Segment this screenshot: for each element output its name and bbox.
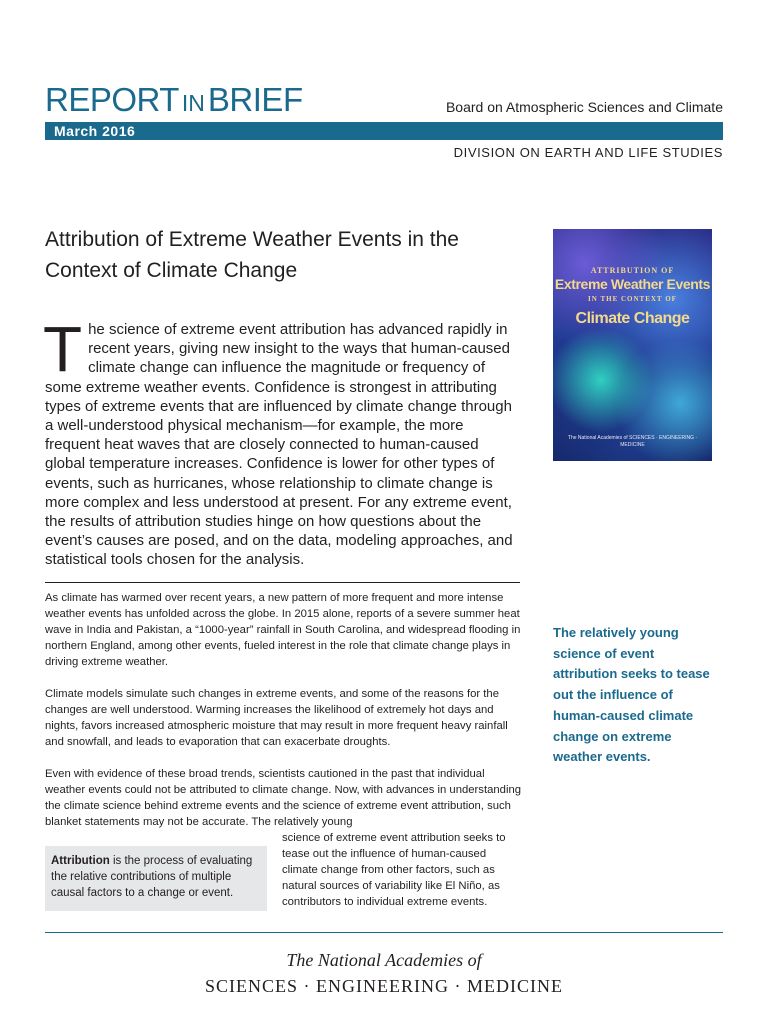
logo-report: REPORT xyxy=(45,81,179,118)
report-title: Attribution of Extreme Weather Events in the Context of Climate Change xyxy=(45,228,459,282)
cover-line-2: Extreme Weather Events xyxy=(554,276,711,292)
board-name: Board on Atmospheric Sciences and Climate xyxy=(445,99,723,115)
logo-in: IN xyxy=(181,90,205,116)
footer-disciplines-line: SCIENCES · ENGINEERING · MEDICINE xyxy=(205,976,563,996)
definition-box xyxy=(45,846,267,911)
report-cover-image xyxy=(553,229,712,461)
cover-publisher: The National Academies of SCIENCES · ENGINEERING · MEDICINE xyxy=(567,435,698,448)
lead-divider xyxy=(45,582,520,583)
report-in-brief-logo xyxy=(45,80,303,123)
drop-cap: T xyxy=(43,313,83,385)
body-paragraph-3-continued: science of extreme event attribution seeks to tease out the influence of human-caused climate change from other factors, such as natural sources of variability like El Niño, as contributors to individual extreme events. xyxy=(282,832,506,908)
definition-text: is the process of evaluating the relative contributions of multiple causal factors to a change or event. xyxy=(51,855,253,899)
body-paragraph-2: Climate models simulate such changes in extreme events, and some of the reasons for the changes are well understood. Warming increases the likelihood of extremely hot days and nights, favors increased atmospheric moisture that may result in more frequent heavy rainfall and snowfall, and leads to evaporation that can exacerbate droughts. xyxy=(45,688,508,748)
pull-quote: The relatively young science of event attribution seeks to tease out the influence of human-caused climate change on extreme weather events. xyxy=(553,625,710,765)
date-bar xyxy=(45,122,723,140)
footer-academies-line: The National Academies of xyxy=(286,950,482,970)
lead-text: he science of extreme event attribution has advanced rapidly in recent years, giving new insight to the ways that human-caused climate change can influence the magnitude or frequency of some extreme weather events. Confidence is strongest in attributing types of extreme events that are influenced by climate change through a well-understood physical mechanism—for example, the more frequent heat waves that are closely connected to human-caused global temperature increases. Confidence is lower for other types of events, such as hurricanes, whose relationship to climate change is more complex and less understood at present. For any extreme event, the results of attribution studies hinge on how questions about the event’s causes are posed, and on the data, modeling approaches, and statistical tools chosen for the analysis. xyxy=(45,321,513,569)
report-date: March 2016 xyxy=(54,123,136,139)
cover-line-4: Climate Change xyxy=(575,310,690,327)
lead-paragraph xyxy=(43,313,520,570)
footer-divider xyxy=(45,932,723,933)
body-paragraph-1: As climate has warmed over recent years, a new pattern of more frequent and more intense weather events has unfolded across the globe. In 2015 alone, reports of a severe summer heat wave in India and Pakistan, a “1000-year” rainfall in South Carolina, and widespread flooding in northern England, among other events, fueled interest in the role that climate change plays in driving extreme weather. xyxy=(45,592,521,668)
cover-line-1: ATTRIBUTION OF xyxy=(590,266,675,275)
division-name: DIVISION ON EARTH AND LIFE STUDIES xyxy=(453,145,723,160)
logo-brief: BRIEF xyxy=(207,81,303,118)
cover-line-3: IN THE CONTEXT OF xyxy=(588,295,677,303)
body-paragraph-3: Even with evidence of these broad trends, scientists cautioned in the past that individual weather events could not be attributed to climate change. Now, with advances in understanding the climate science behind extreme events and the science of extreme event attribution, such blanket statements may not be accurate. The relatively young xyxy=(45,768,522,828)
definition-term: Attribution xyxy=(51,855,110,867)
